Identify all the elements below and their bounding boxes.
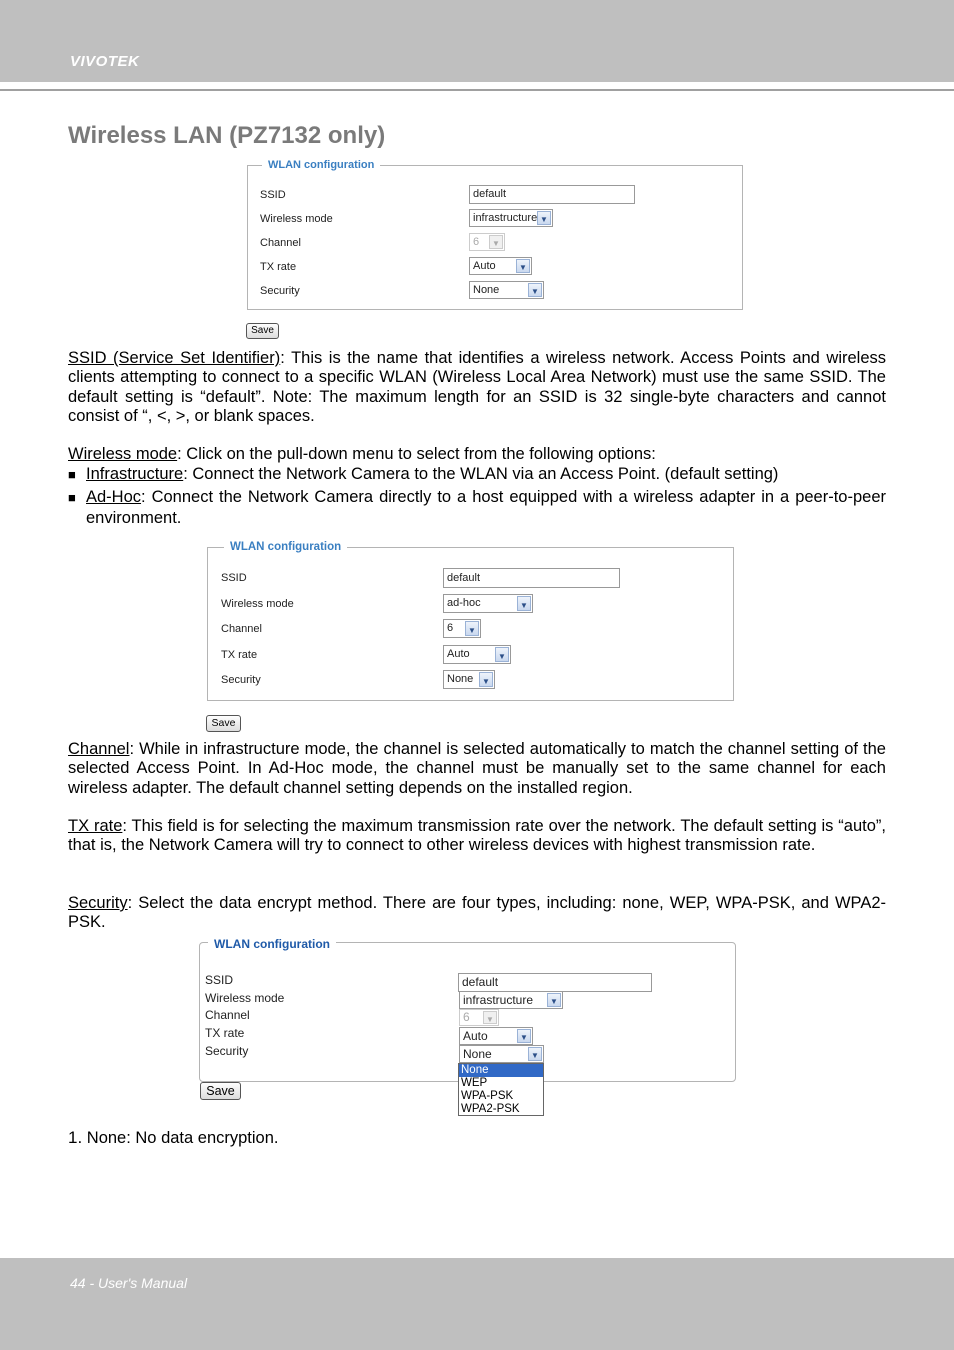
adhoc-text: : Connect the Network Camera directly to a host equipped with a wireless adapter in a peer-to-peer environment.: [86, 488, 886, 527]
save-button[interactable]: Save: [206, 715, 241, 732]
tx-rate-term: TX rate: [68, 817, 123, 835]
security-select[interactable]: [443, 670, 495, 689]
header-band: [0, 0, 954, 82]
footer-page-number: 44 - User's Manual: [70, 1275, 188, 1291]
ssid-input[interactable]: default: [443, 568, 620, 588]
chevron-down-icon: ▼: [495, 647, 509, 662]
header-rule: [0, 89, 954, 91]
tx-rate-label: TX rate: [260, 261, 297, 273]
channel-description: [68, 740, 886, 798]
security-text: : Select the data encrypt method. There are four types, including: none, WEP, WPA-PSK, and WPA2-PSK.: [68, 894, 886, 932]
brand-logo: VIVOTEK: [70, 53, 140, 70]
channel-label: Channel: [205, 1008, 250, 1022]
panel-legend: WLAN configuration: [224, 541, 347, 553]
chevron-down-icon: ▼: [516, 259, 530, 273]
wireless-mode-term: Wireless mode: [68, 445, 178, 463]
security-description: [68, 894, 886, 933]
save-button[interactable]: Save: [246, 323, 279, 339]
panel-legend: WLAN configuration: [208, 937, 336, 951]
wlan-config-panel-infrastructure: [247, 159, 743, 310]
chevron-down-icon: ▼: [517, 1029, 531, 1043]
wireless-mode-select[interactable]: [459, 991, 563, 1009]
bullet-adhoc: [68, 487, 886, 529]
bullet-infrastructure: [68, 464, 886, 485]
panel-legend: WLAN configuration: [262, 159, 380, 171]
none-option-item: [68, 1128, 886, 1148]
security-option-none[interactable]: None: [459, 1064, 543, 1077]
wireless-mode-label: Wireless mode: [260, 213, 333, 225]
infrastructure-term: Infrastructure: [86, 465, 184, 483]
channel-value: 6: [473, 236, 480, 248]
wlan-config-panel-adhoc: [207, 541, 734, 701]
tx-rate-value: Auto: [473, 260, 496, 272]
channel-label: Channel: [260, 237, 301, 249]
chevron-down-icon: ▼: [483, 1011, 497, 1024]
security-term: Security: [68, 894, 128, 912]
security-label: Security: [221, 674, 261, 686]
channel-term: Channel: [68, 740, 130, 758]
wireless-mode-value: infrastructure: [473, 212, 538, 224]
security-select[interactable]: [469, 281, 544, 299]
ssid-label: SSID: [260, 189, 286, 201]
security-value: None: [473, 284, 500, 296]
save-button[interactable]: Save: [200, 1082, 241, 1100]
security-option-wpa2-psk[interactable]: WPA2-PSK: [461, 1103, 520, 1115]
tx-rate-select[interactable]: [459, 1027, 533, 1045]
security-select[interactable]: [459, 1045, 544, 1063]
ssid-text: : This is the name that identifies a wireless network. Access Points and wireless clients attempting to connect to a specific WLAN (Wireless Local Area Network) must use the same SSID. The default setting is “default”. Note: The maximum length for an SSID is 32 single-byte characters and cannot consist of “, <, >, or blank spaces.: [68, 349, 886, 425]
tx-rate-description: [68, 817, 886, 856]
wireless-mode-label: Wireless mode: [221, 598, 294, 610]
security-option-wpa-psk[interactable]: WPA-PSK: [461, 1090, 514, 1102]
security-value: None: [463, 1047, 492, 1061]
wlan-config-panel-security: [199, 937, 736, 1082]
chevron-down-icon: ▼: [489, 235, 503, 249]
chevron-down-icon: ▼: [547, 993, 561, 1007]
wireless-mode-select[interactable]: [443, 594, 533, 613]
list-number: 1.: [68, 1128, 83, 1147]
bullet-square-icon: ■: [68, 490, 76, 505]
channel-value: 6: [463, 1010, 470, 1024]
tx-rate-select[interactable]: [469, 257, 532, 275]
tx-rate-label: TX rate: [205, 1026, 245, 1040]
channel-select[interactable]: [443, 619, 481, 638]
ssid-label: SSID: [205, 973, 234, 987]
chevron-down-icon: ▼: [479, 672, 493, 687]
footer-band: [0, 1258, 954, 1350]
wireless-mode-description: [68, 445, 886, 464]
wireless-mode-value: ad-hoc: [447, 597, 481, 609]
ssid-term: SSID (Service Set Identifier): [68, 349, 281, 367]
channel-select[interactable]: [469, 233, 505, 251]
ssid-input[interactable]: default: [469, 185, 635, 204]
tx-rate-text: : This field is for selecting the maximum transmission rate over the network. The default setting is “auto”, that is, the Network Camera will try to connect to other wireless devices with highest transmission rate.: [68, 817, 886, 855]
tx-rate-value: Auto: [463, 1029, 488, 1043]
tx-rate-value: Auto: [447, 648, 470, 660]
bullet-square-icon: ■: [68, 467, 76, 482]
security-label: Security: [205, 1044, 249, 1058]
none-option-text: None: No data encryption.: [86, 1129, 279, 1147]
security-option-wep[interactable]: WEP: [461, 1077, 488, 1089]
security-label: Security: [260, 285, 300, 297]
ssid-label: SSID: [221, 572, 247, 584]
ssid-description: [68, 349, 886, 426]
channel-label: Channel: [221, 623, 262, 635]
channel-select[interactable]: [459, 1009, 499, 1026]
chevron-down-icon: ▼: [465, 621, 479, 636]
security-dropdown-list: [458, 1063, 544, 1116]
channel-text: : While in infrastructure mode, the channel is selected automatically to match the channel setting of the selected Access Point. In Ad-Hoc mode, the channel must be manually set to the same channel for each wireless adapter. The default channel setting depends on the installed region.: [68, 740, 886, 797]
wireless-mode-select[interactable]: [469, 209, 553, 227]
wireless-mode-label: Wireless mode: [205, 991, 285, 1005]
wireless-mode-text: : Click on the pull-down menu to select from the following options:: [177, 445, 656, 463]
tx-rate-label: TX rate: [221, 649, 258, 661]
chevron-down-icon: ▼: [537, 211, 551, 225]
adhoc-term: Ad-Hoc: [86, 488, 142, 506]
chevron-down-icon: ▼: [517, 596, 531, 611]
channel-value: 6: [447, 622, 454, 634]
infrastructure-text: : Connect the Network Camera to the WLAN via an Access Point. (default setting): [183, 465, 779, 483]
chevron-down-icon: ▼: [528, 1047, 542, 1061]
security-value: None: [447, 673, 474, 685]
page-title: Wireless LAN (PZ7132 only): [68, 122, 386, 149]
wireless-mode-value: infrastructure: [463, 993, 534, 1007]
chevron-down-icon: ▼: [528, 283, 542, 297]
ssid-input[interactable]: default: [458, 973, 652, 992]
tx-rate-select[interactable]: [443, 645, 511, 664]
